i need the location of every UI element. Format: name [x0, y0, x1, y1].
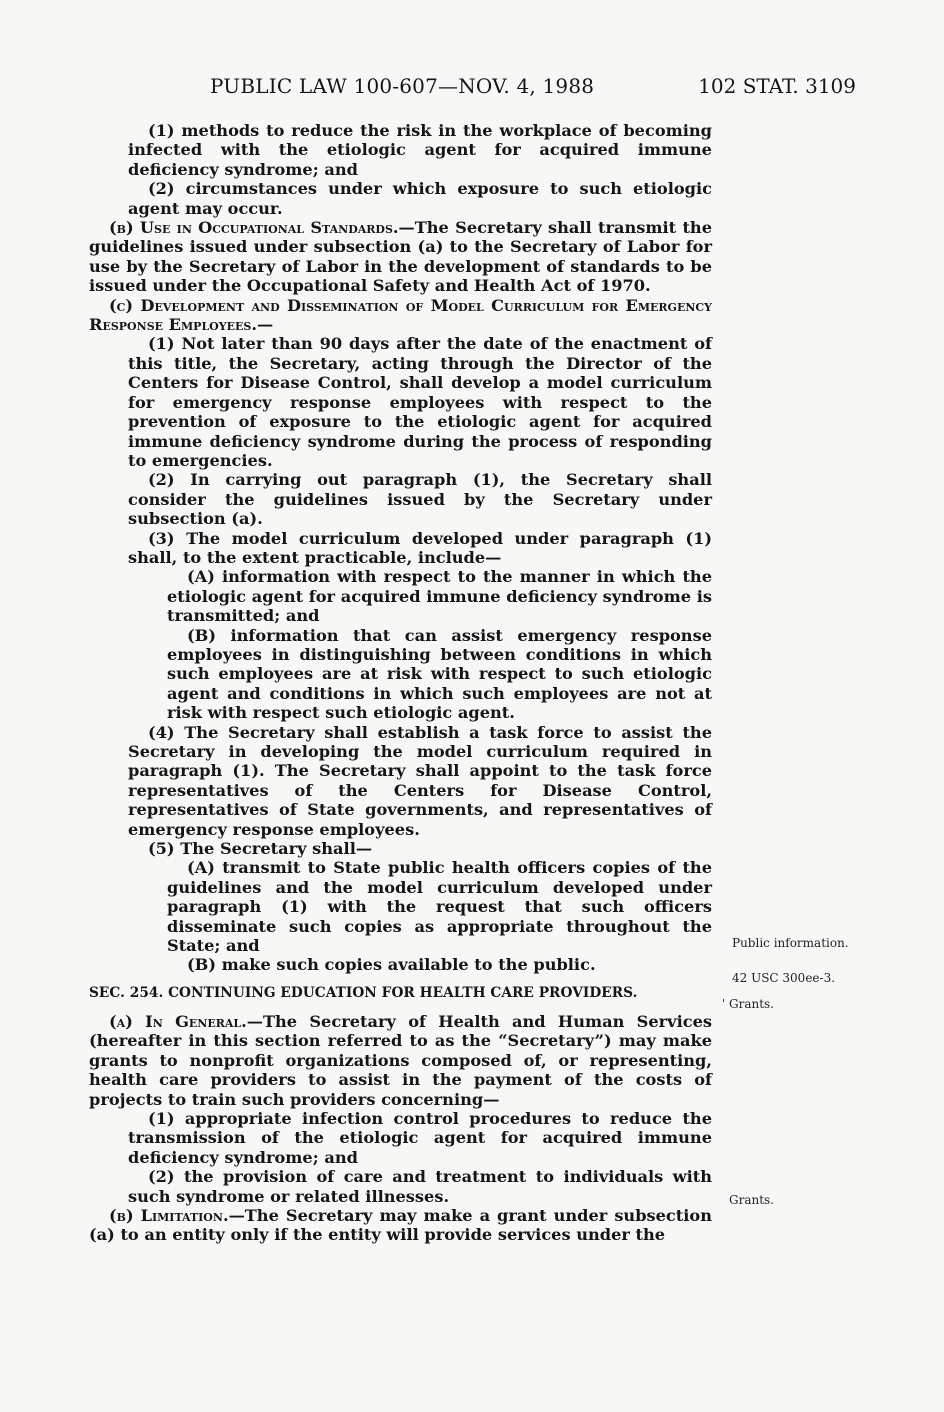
subsection-b-text: —The Secretary shall transmit the guidelines issued under subsection (a) to the Secretary of Labor for use by the Secretary of Labor in the development of standards to be issued under the Occupational Safety and Health Act of 1970.: [89, 218, 712, 296]
subsection-c-paragraph-5A: (A) transmit to State public health officers copies of the guidelines and the model curriculum developed under paragraph (1) with the request that such officers disseminate such copies as appropriate throughout the State; and: [167, 858, 712, 956]
section-254-subsection-b-heading: (b) Limitation.: [109, 1205, 229, 1225]
subsection-c-paragraph-5B: (B) make such copies available to the public.: [187, 955, 596, 975]
subsection-b-heading: (b) Use in Occupational Standards.: [109, 218, 399, 238]
subsection-c-paragraph-4: (4) The Secretary shall establish a task force to assist the Secretary in developing the model curriculum required in paragraph (1). The Secretary shall appoint to the task force representatives of the Centers for Disease Control, representatives of State governments, and representatives of emergency response employees.: [128, 722, 712, 839]
document-body: [89, 121, 712, 1245]
section-254-subsection-a-heading: (a) In General.: [109, 1011, 247, 1031]
section-254-subsection-a: [89, 1012, 712, 1109]
section-254-paragraph-1: (1) appropriate infection control procedures to reduce the transmission of the etiologic agent for acquired immune deficiency syndrome; and: [128, 1108, 712, 1167]
subsection-c-dash: —: [256, 315, 274, 335]
subsection-c-paragraph-1: (1) Not later than 90 days after the date of the enactment of this title, the Secretary, acting through the Director of the Centers for Disease Control, shall develop a model curriculum for emergency response employees with respect to the prevention of exposure to the etiologic agent for acquired immune deficiency syndrome during the process of responding to emergencies.: [128, 334, 712, 470]
subsection-c-paragraph-5: (5) The Secretary shall—: [148, 839, 373, 859]
margin-note-public-information: Public information.: [732, 936, 849, 950]
section-254-paragraph-2: (2) the provision of care and treatment to individuals with such syndrome or related illnesses.: [128, 1167, 712, 1206]
paragraph-item-2: (2) circumstances under which exposure to such etiologic agent may occur.: [128, 179, 712, 218]
subsection-c: [89, 296, 712, 335]
paragraph-item-1: (1) methods to reduce the risk in the workplace of becoming infected with the etiologic agent for acquired immune deficiency syndrome; and: [128, 121, 712, 179]
section-254-subsection-b-text: —The Secretary may make a grant under subsection (a) to an entity only if the entity will provide services under the: [89, 1205, 712, 1245]
header-title: PUBLIC LAW 100-607—NOV. 4, 1988: [210, 74, 595, 98]
subsection-b: [89, 218, 712, 296]
margin-tick-mark: ': [722, 997, 726, 1010]
subsection-c-paragraph-3B: (B) information that can assist emergency response employees in distinguishing between conditions in which such employees are at risk with respect to such etiologic agent and conditions in which such employees are not at risk with respect such etiologic agent.: [167, 625, 712, 723]
section-254-heading: SEC. 254. CONTINUING EDUCATION FOR HEALTH CARE PROVIDERS.: [89, 984, 638, 1001]
statute-page-number: 102 STAT. 3109: [698, 74, 856, 98]
section-254-subsection-b: [89, 1206, 712, 1245]
page-header: [0, 74, 944, 104]
subsection-c-heading: (c) Development and Dissemination of Model Curriculum for Emergency Response Employees.: [89, 295, 712, 335]
subsection-c-paragraph-3: (3) The model curriculum developed under paragraph (1) shall, to the extent practicable, include—: [128, 528, 712, 567]
margin-note-grants-2: Grants.: [729, 1193, 774, 1207]
margin-note-usc-citation: 42 USC 300ee-3.: [732, 971, 836, 985]
margin-note-grants-1: Grants.: [729, 997, 774, 1011]
subsection-c-paragraph-2: (2) In carrying out paragraph (1), the Secretary shall consider the guidelines issued by the Secretary under subsection (a).: [128, 470, 712, 529]
section-254-subsection-a-text: —The Secretary of Health and Human Services (hereafter in this section referred to as the “Secretary”) may make grants to nonprofit organizations composed of, or representing, health care providers to assist in the payment of the costs of projects to train such providers concerning—: [89, 1011, 712, 1109]
subsection-c-paragraph-3A: (A) information with respect to the manner in which the etiologic agent for acquired immune deficiency syndrome is transmitted; and: [167, 567, 712, 626]
